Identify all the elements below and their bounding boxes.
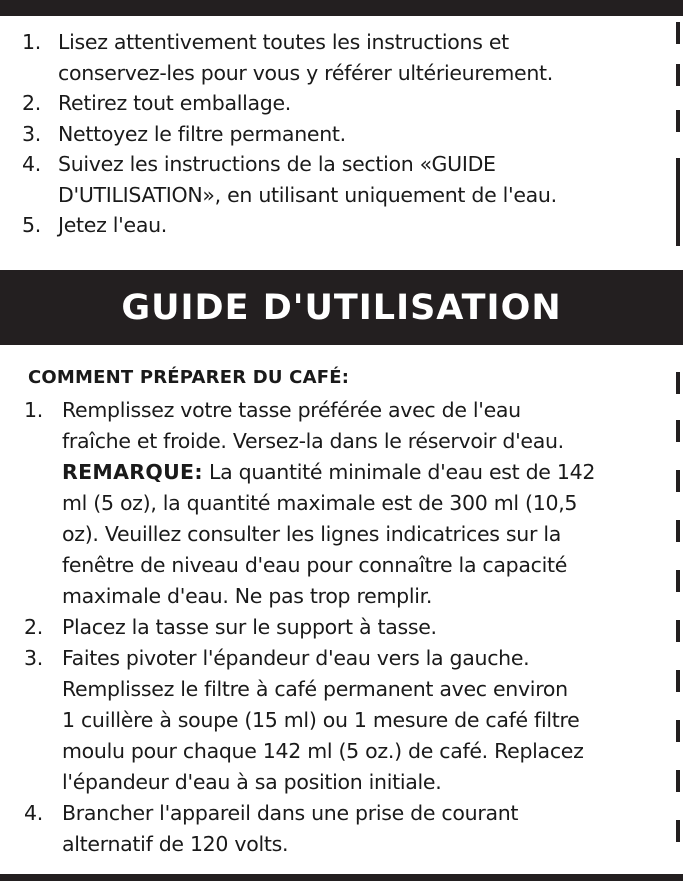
coffee-steps-list (0, 395, 595, 860)
step-text: Jetez l'eau. (58, 213, 167, 237)
step-number: 4. (22, 152, 41, 176)
step-text: alternatif de 120 volts. (62, 832, 289, 856)
step-text: Retirez tout emballage. (58, 91, 292, 115)
edge-mark (676, 110, 680, 132)
edge-mark (676, 420, 680, 442)
note-text: La quantité minimale d'eau est de 142 (202, 460, 596, 484)
step-text: conservez-les pour vous y référer ultérieurement. (58, 60, 553, 85)
step-number: 1. (22, 30, 41, 54)
setup-step (0, 210, 557, 241)
coffee-step (0, 612, 595, 643)
step-text: Nettoyez le filtre permanent. (58, 121, 346, 146)
section-banner (0, 270, 683, 345)
setup-step (0, 27, 557, 88)
coffee-step (0, 643, 595, 798)
step-text: oz). Veuillez consulter les lignes indicatrices sur la (62, 522, 561, 546)
note-label: REMARQUE: (62, 460, 203, 484)
step-text (62, 457, 595, 488)
edge-mark (676, 372, 680, 394)
step-number: 3. (22, 121, 41, 146)
edge-mark (676, 520, 680, 542)
step-text: Remplissez votre tasse préférée avec de l'eau (62, 398, 521, 422)
step-text: l'épandeur d'eau à sa position initiale. (62, 770, 442, 794)
edge-mark (676, 470, 680, 492)
coffee-step (0, 798, 595, 860)
subheading: COMMENT PRÉPARER DU CAFÉ: (28, 367, 350, 388)
step-text: Suivez les instructions de la section «GUIDE (58, 152, 496, 176)
edge-mark (676, 158, 680, 246)
step-text: Brancher l'appareil dans une prise de courant (62, 801, 519, 825)
setup-step (0, 149, 557, 210)
step-text: Faites pivoter l'épandeur d'eau vers la gauche. (62, 646, 530, 670)
section-title: GUIDE D'UTILISATION (121, 287, 562, 328)
step-text: ml (5 oz), la quantité maximale est de 300 ml (10,5 (62, 491, 578, 515)
step-number: 3. (24, 646, 43, 670)
top-border-bar (0, 0, 683, 16)
step-text: moulu pour chaque 142 ml (5 oz.) de café. Replacez (62, 739, 584, 763)
setup-step (0, 88, 557, 119)
step-text: Lisez attentivement toutes les instructions et (58, 30, 509, 54)
step-text: Placez la tasse sur le support à tasse. (62, 615, 437, 639)
step-number: 2. (22, 91, 41, 115)
edge-mark (676, 570, 680, 592)
setup-steps-list (0, 27, 557, 241)
step-text: 1 cuillère à soupe (15 ml) ou 1 mesure de café filtre (62, 708, 580, 732)
step-text: Remplissez le filtre à café permanent avec environ (62, 677, 568, 701)
bottom-border-bar (0, 874, 683, 881)
edge-mark (676, 64, 680, 86)
edge-mark (676, 770, 680, 792)
coffee-step (0, 395, 595, 612)
step-number: 4. (24, 801, 43, 825)
edge-mark (676, 620, 680, 642)
step-text: fraîche et froide. Versez-la dans le réservoir d'eau. (62, 429, 564, 453)
step-number: 1. (24, 398, 43, 422)
step-number: 2. (24, 615, 43, 639)
step-text: D'UTILISATION», en utilisant uniquement de l'eau. (58, 182, 557, 207)
step-text: fenêtre de niveau d'eau pour connaître la capacité (62, 553, 568, 577)
edge-mark (676, 820, 680, 842)
edge-mark (676, 670, 680, 692)
edge-mark (676, 720, 680, 742)
step-number: 5. (22, 213, 41, 237)
setup-step (0, 119, 557, 150)
edge-mark (676, 22, 680, 44)
step-text: maximale d'eau. Ne pas trop remplir. (62, 584, 433, 608)
